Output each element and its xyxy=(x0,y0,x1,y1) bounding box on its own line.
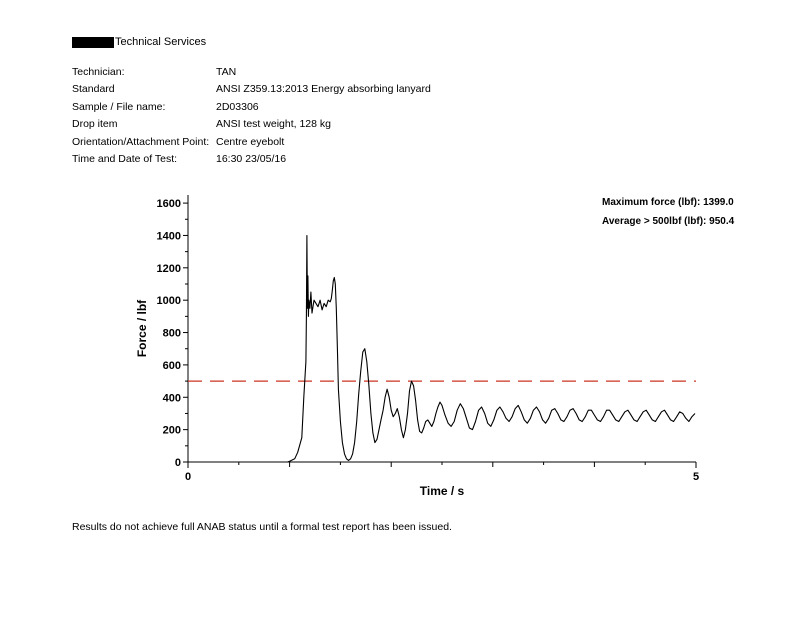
meta-value: 2D03306 xyxy=(216,100,259,113)
y-tick-label: 600 xyxy=(162,359,181,372)
x-axis-title: Time / s xyxy=(419,484,465,498)
header-title: Technical Services xyxy=(115,36,207,48)
meta-label: Sample / File name: xyxy=(72,100,166,113)
meta-label: Time and Date of Test: xyxy=(72,152,178,165)
stat-label: Average > 500lbf (lbf): xyxy=(602,216,707,227)
y-tick-label: 0 xyxy=(174,457,181,469)
stat-label: Maximum force (lbf): xyxy=(602,197,701,208)
y-tick-label: 1400 xyxy=(156,230,181,243)
y-axis-title: Force / lbf xyxy=(135,299,149,358)
stat-value: 1399.0 xyxy=(703,197,734,208)
meta-value: 16:30 23/05/16 xyxy=(216,152,287,165)
x-tick-label: 5 xyxy=(692,471,700,483)
y-tick-label: 1200 xyxy=(156,262,181,275)
meta-label: Technician: xyxy=(72,66,125,78)
meta-value: TAN xyxy=(216,66,237,78)
meta-label: Drop item xyxy=(72,118,118,131)
y-tick-label: 200 xyxy=(162,424,181,437)
y-tick-label: 1600 xyxy=(156,198,181,211)
y-tick-label: 1000 xyxy=(156,295,181,308)
chart-axes xyxy=(183,195,696,468)
series-layer xyxy=(188,236,695,462)
force-series-line-0 xyxy=(188,236,695,462)
labels-layer xyxy=(135,198,699,498)
meta-value: Centre eyebolt xyxy=(216,135,285,148)
meta-label: Standard xyxy=(72,83,115,96)
y-tick-label: 400 xyxy=(162,392,181,405)
stat-value: 950.4 xyxy=(709,216,735,227)
footer-note: Results do not achieve full ANAB status until a formal test report has been issued. xyxy=(72,521,452,533)
x-tick-label: 0 xyxy=(184,471,192,483)
y-tick-label: 800 xyxy=(162,327,181,340)
meta-label: Orientation/Attachment Point: xyxy=(72,135,210,148)
meta-value: ANSI test weight, 128 kg xyxy=(216,118,331,131)
meta-value: ANSI Z359.13:2013 Energy absorbing lanyard xyxy=(216,83,431,96)
